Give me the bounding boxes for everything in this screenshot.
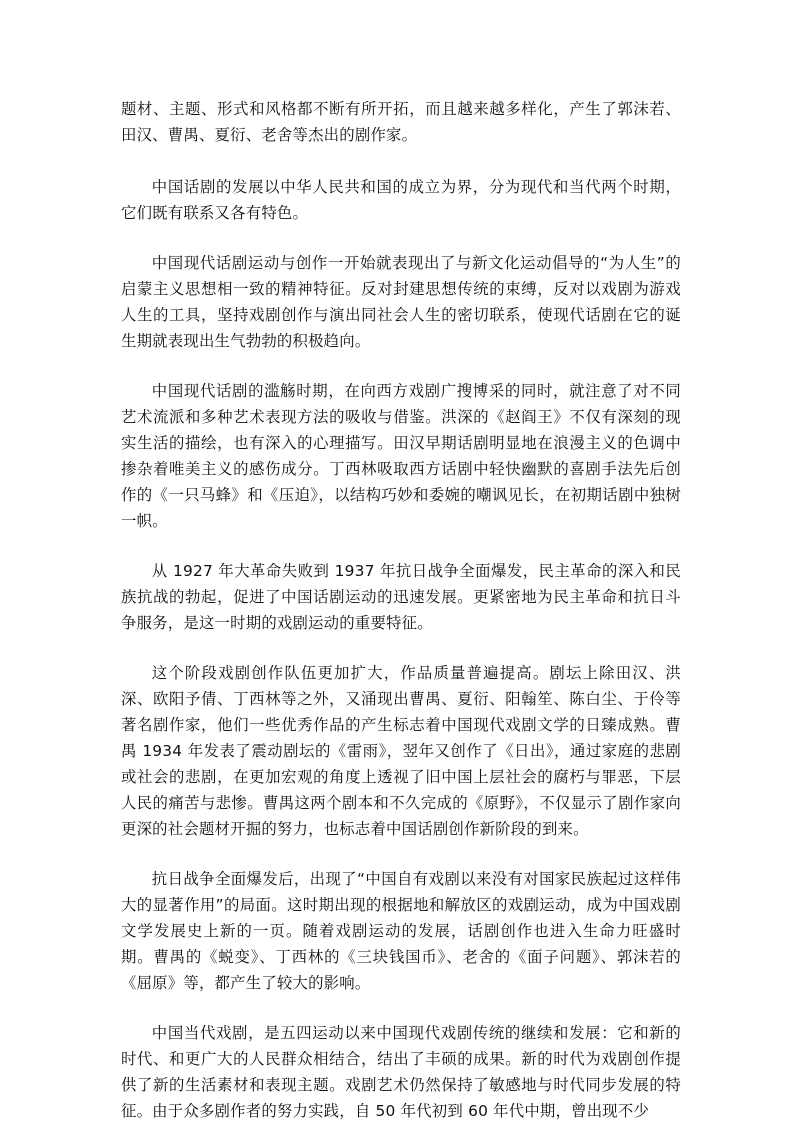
paragraph-early-period: 中国现代话剧的滥觞时期，在向西方戏剧广搜博采的同时，就注意了对不同艺术流派和多种艺术表现方法的吸收与借鉴。洪深的《赵阎王》不仅有深刻的现实生活的描绘，也有深入的心理描写。田汉早期话剧明显地在浪漫主义的色调中掺杂着唯美主义的感伤成分。丁西林吸取西方话剧中轻快幽默的喜剧手法先后创作的《一只马蜂》和《压迫》，以结构巧妙和委婉的嘲讽见长，在初期话剧中独树一帜。 bbox=[121, 382, 681, 530]
paragraph-continued-intro: 题材、主题、形式和风格都不断有所开拓，而且越来越多样化，产生了郭沫若、田汉、曹禺、夏衍、老舍等杰出的剧作家。 bbox=[121, 100, 681, 144]
paragraph-playwrights: 这个阶段戏剧创作队伍更加扩大，作品质量普遍提高。剧坛上除田汉、洪深、欧阳予倩、丁西林等之外，又涌现出曹禺、夏衍、阳翰笙、陈白尘、于伶等著名剧作家，他们一些优秀作品的产生标志着中国现代戏剧文学的日臻成熟。曹禺 1934 年发表了震动剧坛的《雷雨》，翌年又创作了《日出》，通过家庭的悲剧或社会的悲剧，在更加宏观的角度上透视了旧中国上层社会的腐朽与罪恶，下层人民的痛苦与悲惨。曹禺这两个剧本和不久完成的《原野》，不仅显示了剧作家向更深的社会题材开掘的努力，也标志着中国话剧创作新阶段的到来。 bbox=[121, 664, 681, 838]
paragraph-contemporary-drama: 中国当代戏剧，是五四运动以来中国现代戏剧传统的继续和发展：它和新的时代、和更广大的人民群众相结合，结出了丰硕的成果。新的时代为戏剧创作提供了新的生活素材和表现主题。戏剧艺术仍然保持了敏感地与时代同步发展的特征。由于众多剧作者的努力实践，自 50 年代初到 60 年代中期，曾出现不少 bbox=[121, 1024, 681, 1120]
paragraph-1927-1937: 从 1927 年大革命失败到 1937 年抗日战争全面爆发，民主革命的深入和民族抗战的勃起，促进了中国话剧运动的迅速发展。更紧密地为民主革命和抗日斗争服务，是这一时期的戏剧运动的重要特征。 bbox=[121, 562, 681, 632]
paragraph-modern-drama-spirit: 中国现代话剧运动与创作一开始就表现出了与新文化运动倡导的“为人生”的启蒙主义思想相一致的精神特征。反对封建思想传统的束缚，反对以戏剧为游戏人生的工具，坚持戏剧创作与演出同社会人生的密切联系，使现代话剧在它的诞生期就表现出生气勃勃的积极趋向。 bbox=[121, 254, 681, 350]
paragraph-periodization: 中国话剧的发展以中华人民共和国的成立为界，分为现代和当代两个时期，它们既有联系又各有特色。 bbox=[121, 178, 681, 222]
paragraph-war-period: 抗日战争全面爆发后，出现了“中国自有戏剧以来没有对国家民族起过这样伟大的显著作用”的局面。这时期出现的根据地和解放区的戏剧运动，成为中国戏剧文学发展史上新的一页。随着戏剧运动的发展，话剧创作也进入生命力旺盛时期。曹禺的《蜕变》、丁西林的《三块钱国币》、老舍的《面子问题》、郭沫若的《屈原》等，都产生了较大的影响。 bbox=[121, 870, 681, 992]
